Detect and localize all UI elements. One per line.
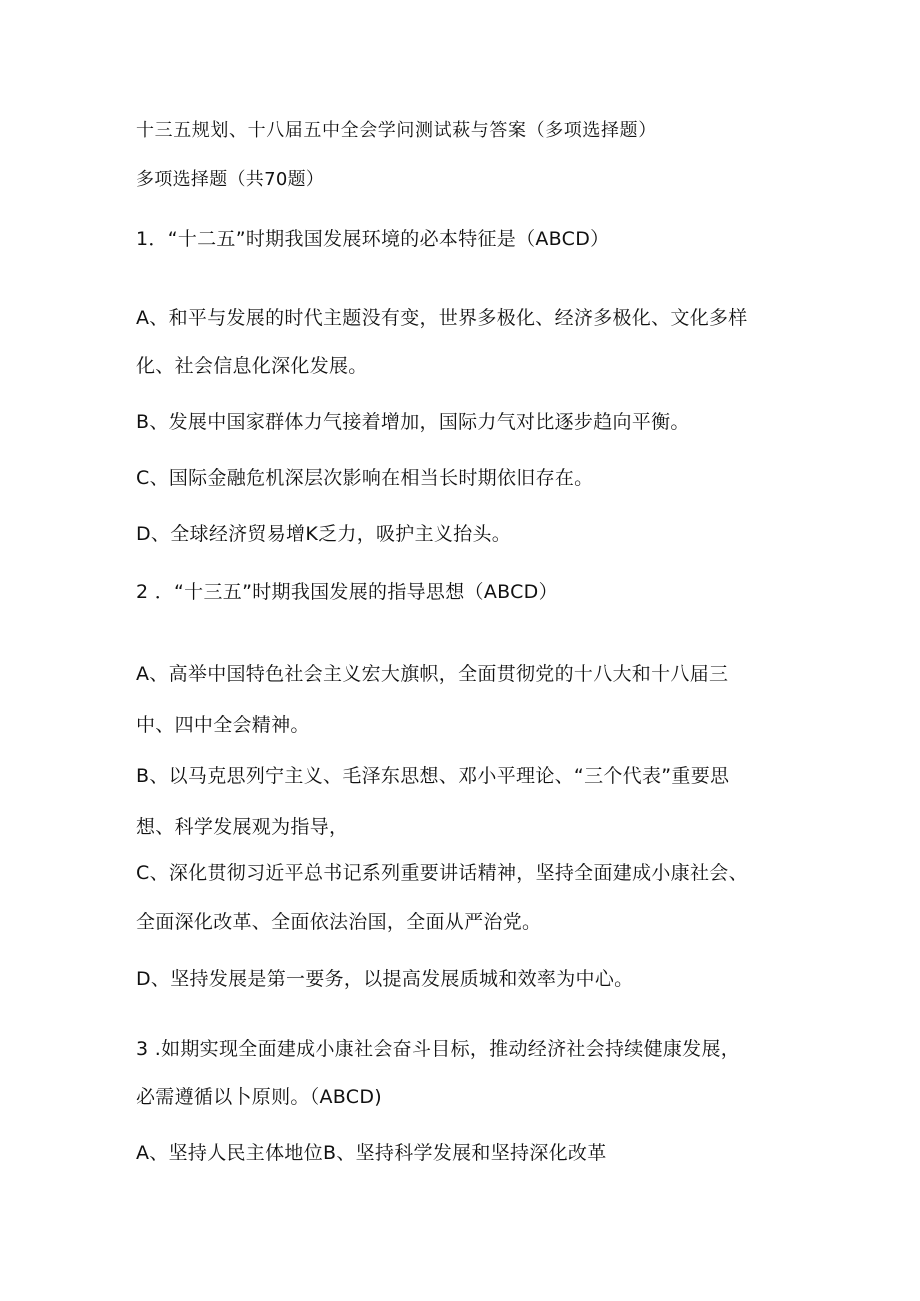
question-3-option-a: A、坚持人民主体地位B、坚持科学发展和坚持深化改革 — [136, 1142, 607, 1164]
question-1-option-a-line-2: 化、社会信息化深化发展。 — [136, 355, 368, 377]
question-1-option-a-line-1: A、和平与发展的时代主题没有变，世界多极化、经济多极化、文化多样 — [136, 307, 748, 329]
question-2-stem: 2 ．“十三五”时期我国发展的指导思想（ABCD） — [136, 581, 558, 603]
question-2-option-b-line-2: 想、科学发展观为指导， — [136, 816, 349, 838]
question-2-option-c-line-1: C、深化贯彻习近平总书记系列重要讲话精神，坚持全面建成小康社会、 — [136, 862, 748, 884]
question-3-stem-line-2: 必需遵循以卜原则。（ABCD) — [136, 1086, 383, 1108]
question-2-option-c-line-2: 全面深化改革、全面依法治国，全面从严治党。 — [136, 911, 542, 933]
document-subtitle: 多项选择题（共70题） — [136, 169, 325, 190]
question-2-option-b-line-1: B、以马克思列宁主义、毛泽东思想、邓小平理论、“三个代表”重要思 — [136, 765, 730, 787]
question-1-stem: 1．“十二五”时期我国发展环境的必本特征是（ABCD） — [136, 228, 610, 250]
question-1-option-b: B、发展中国家群体力气接着增加，国际力气对比逐步趋向平衡。 — [136, 411, 690, 433]
question-1-option-c: C、国际金融危机深层次影响在相当长时期依旧存在。 — [136, 467, 594, 489]
document-title: 十三五规划、十八届五中全会学问测试萩与答案（多项选择题） — [136, 120, 657, 141]
question-1-option-d: D、全球经济贸易增K乏力，吸护主义抬头。 — [136, 523, 512, 545]
question-2-option-d: D、坚持发展是第一要务，以提高发展质城和效率为中心。 — [136, 968, 634, 990]
question-3-stem-line-1: 3 .如期实现全面建成小康社会奋斗目标，推动经济社会持续健康发展， — [136, 1038, 741, 1060]
question-2-option-a-line-2: 中、四中全会精神。 — [136, 714, 310, 736]
question-2-option-a-line-1: A、高举中国特色社会主义宏大旗帜，全面贯彻党的十八大和十八届三 — [136, 663, 729, 685]
